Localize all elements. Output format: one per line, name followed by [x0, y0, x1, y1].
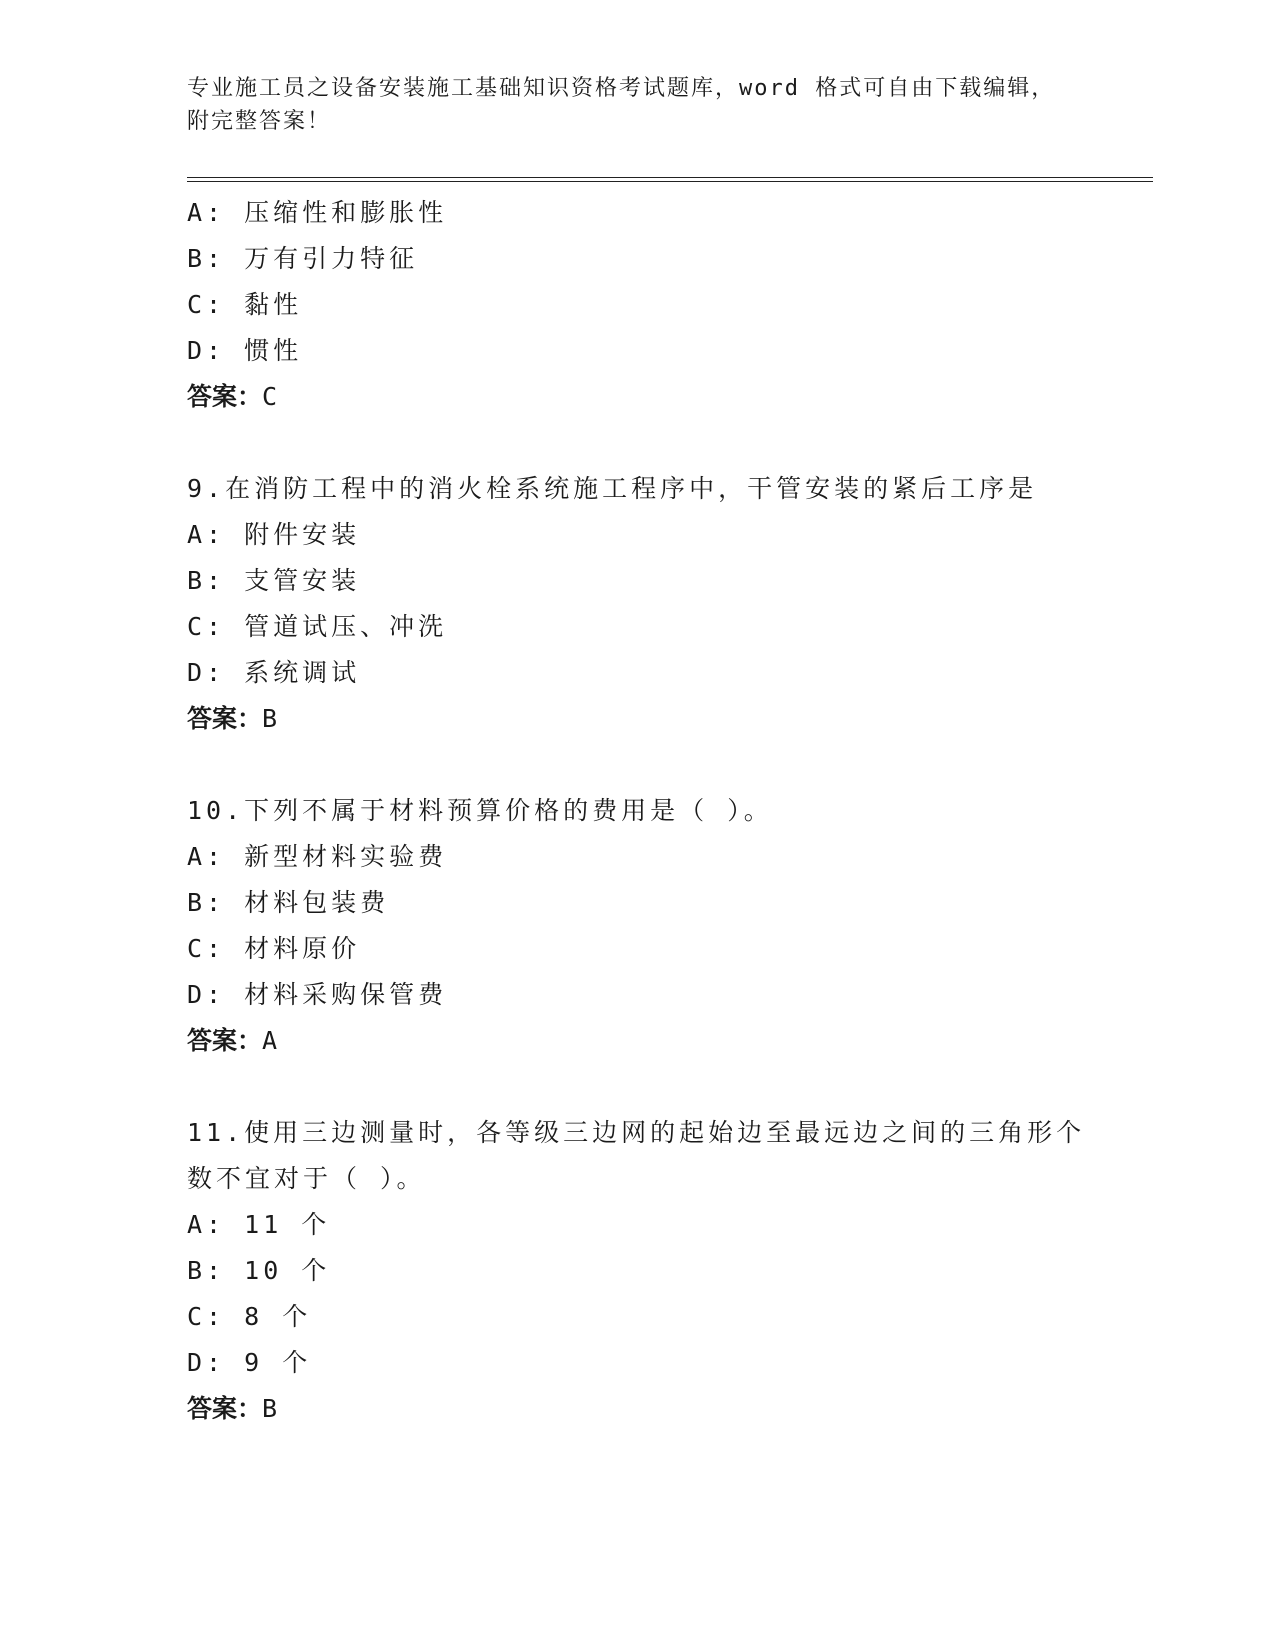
answer-line [187, 374, 1087, 420]
answer-line [187, 1018, 1087, 1064]
option-c: C: 黏性 [187, 290, 303, 319]
answer-line [187, 696, 1087, 742]
answer-value: B [262, 704, 280, 733]
question-stem: 10.下列不属于材料预算价格的费用是（ ）。 [187, 796, 773, 825]
answer-value: C [262, 382, 280, 411]
option-a: A: 压缩性和膨胀性 [187, 198, 448, 227]
option-a: A: 11 个 [187, 1210, 331, 1239]
answer-label: 答案： [187, 704, 263, 733]
option-c: C: 管道试压、冲洗 [187, 612, 448, 641]
answer-line [187, 1386, 1087, 1432]
answer-label: 答案： [187, 1026, 263, 1055]
answer-value: B [262, 1394, 280, 1423]
question-list [187, 190, 1087, 1478]
option-d: D: 惯性 [187, 336, 303, 365]
question-item [187, 466, 1087, 742]
question-stem: 11.使用三边测量时，各等级三边网的起始边至最远边之间的三角形个 [187, 1118, 1086, 1147]
header-divider [187, 177, 1153, 182]
option-d: D: 材料采购保管费 [187, 980, 448, 1009]
question-item [187, 788, 1087, 1064]
option-b: B: 材料包装费 [187, 888, 390, 917]
question-stem: 9.在消防工程中的消火栓系统施工程序中，干管安装的紧后工序是 [187, 474, 1038, 503]
document-header [187, 72, 1087, 138]
option-b: B: 支管安装 [187, 566, 361, 595]
answer-label: 答案： [187, 382, 263, 411]
option-d: D: 9 个 [187, 1348, 312, 1377]
option-d: D: 系统调试 [187, 658, 361, 687]
option-b: B: 万有引力特征 [187, 244, 419, 273]
header-line-1: 专业施工员之设备安装施工基础知识资格考试题库，word 格式可自由下载编辑， [187, 76, 1056, 101]
question-item [187, 1110, 1087, 1432]
header-line-2: 附完整答案！ [187, 109, 332, 134]
option-c: C: 材料原价 [187, 934, 361, 963]
question-item [187, 190, 1087, 420]
option-a: A: 附件安装 [187, 520, 361, 549]
answer-value: A [262, 1026, 280, 1055]
question-stem-continued: 数不宜对于（ ）。 [187, 1164, 426, 1193]
option-c: C: 8 个 [187, 1302, 312, 1331]
option-b: B: 10 个 [187, 1256, 331, 1285]
answer-label: 答案： [187, 1394, 263, 1423]
option-a: A: 新型材料实验费 [187, 842, 448, 871]
